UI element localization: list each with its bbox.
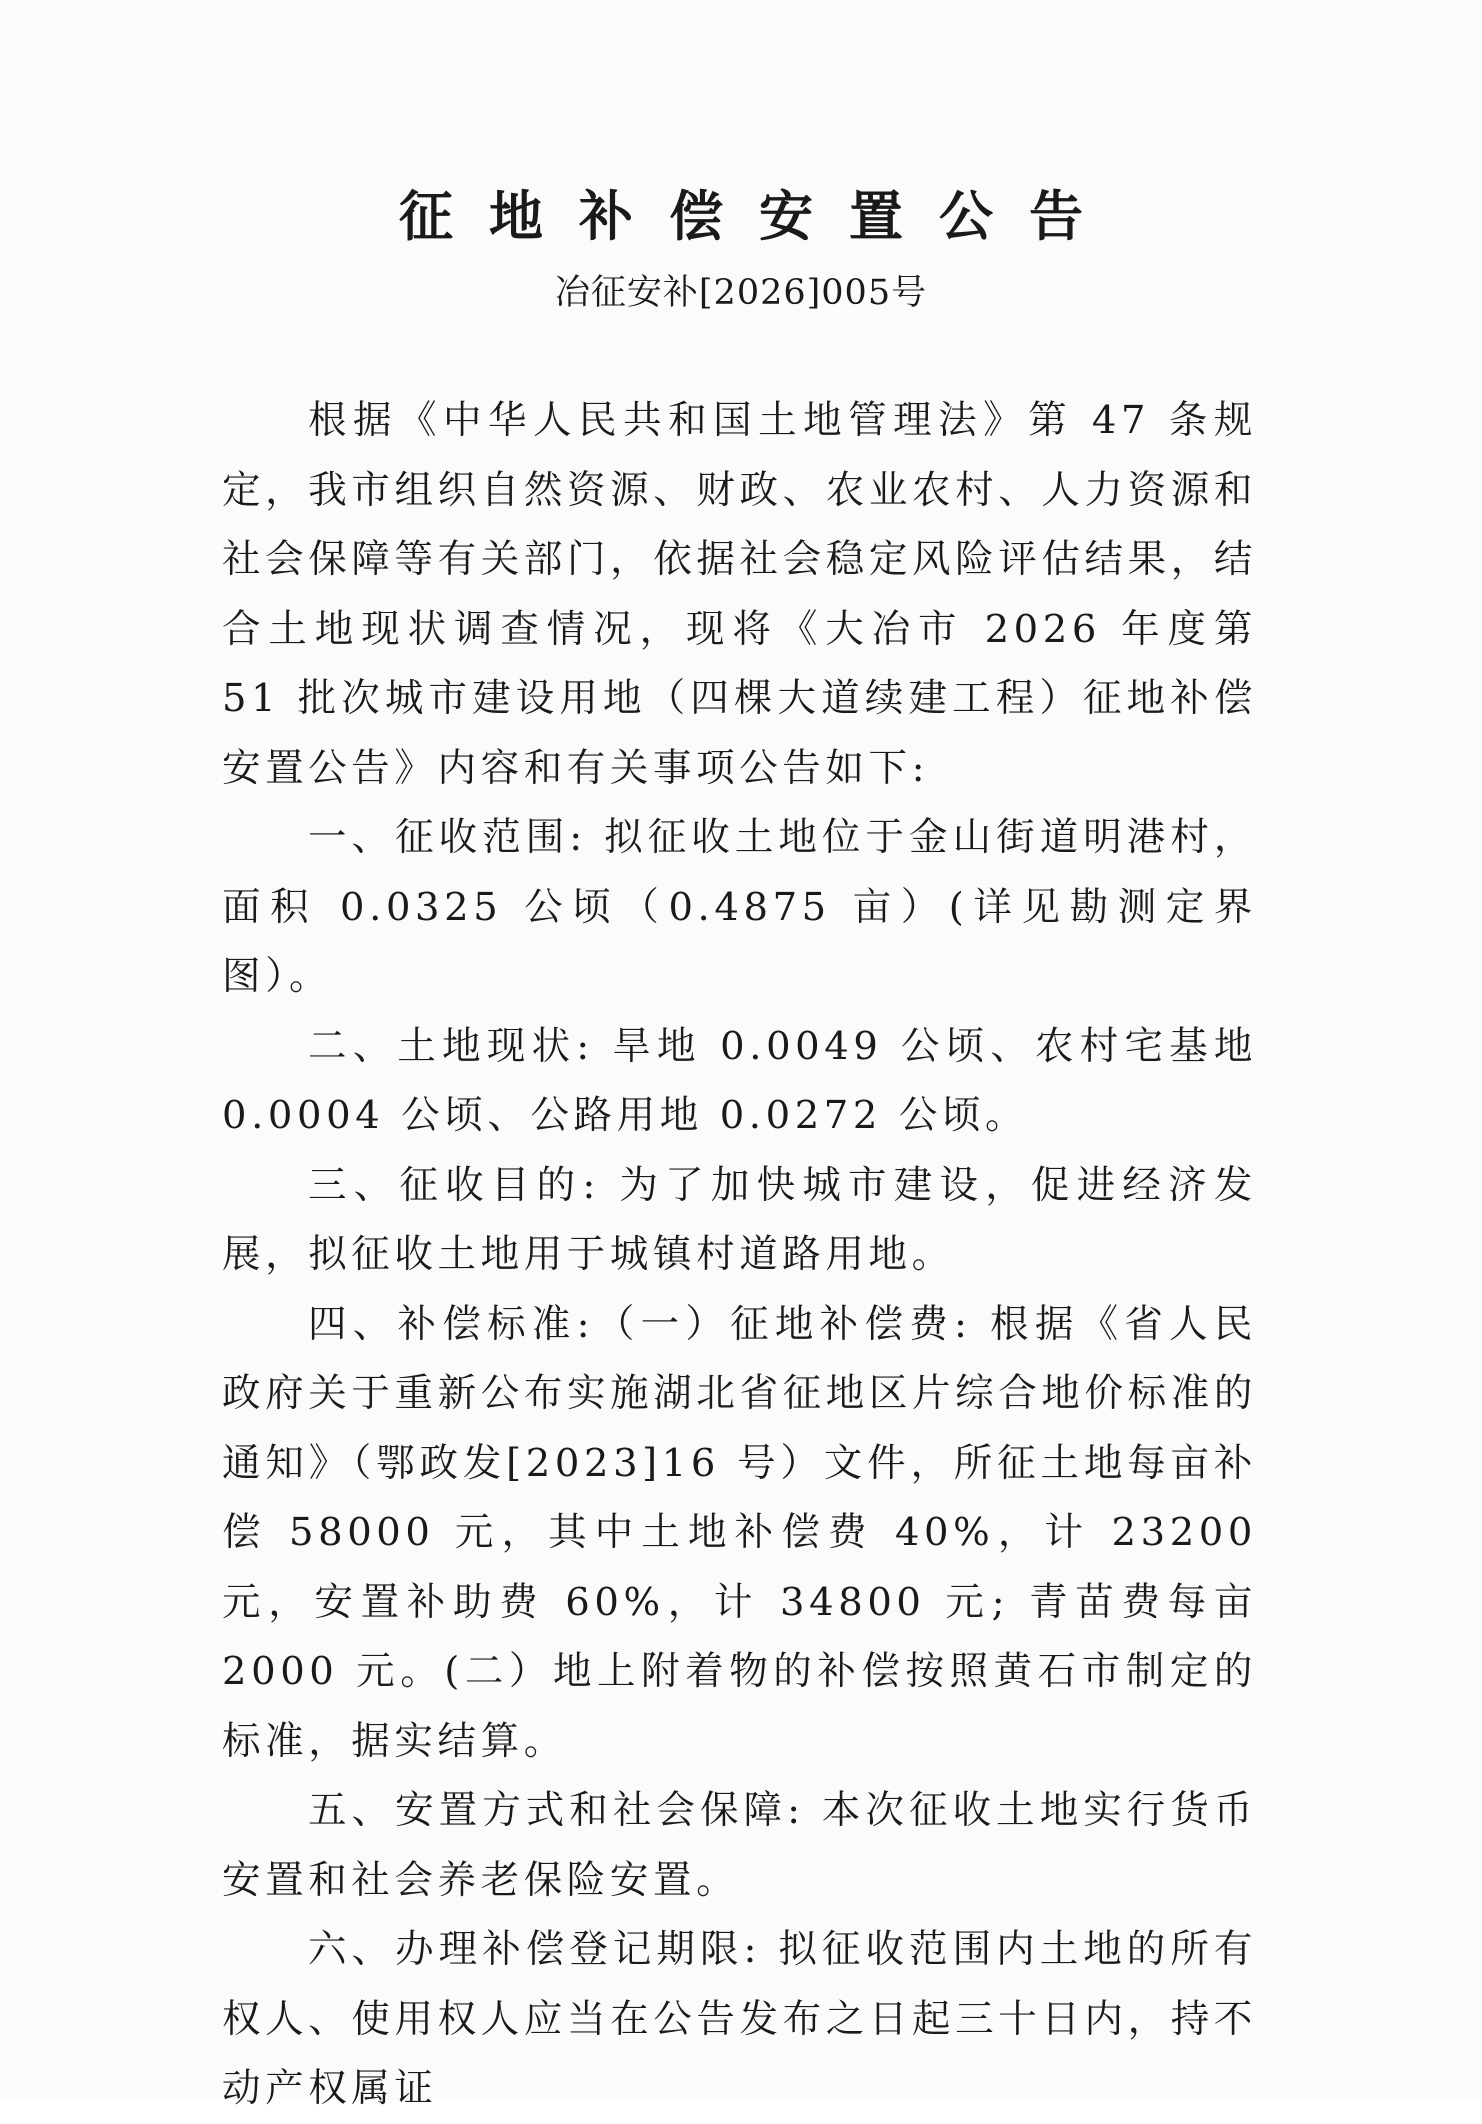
- paragraph-compensation-standard: 四、补偿标准:（一）征地补偿费: 根据《省人民政府关于重新公布实施湖北省征地区片综合地价标准的通知》（鄂政发[2023]16 号）文件，所征土地每亩补偿 58000 元，其中土地补偿费 40%，计 23200 元，安置补助费 60%，计 34800 元; 青苗费每亩 2000 元。(二）地上附着物的补偿按照黄石市制定的标准，据实结算。: [222, 1301, 1257, 1764]
- paragraph-purpose: 三、征收目的: 为了加快城市建设，促进经济发展，拟征收土地用于城镇村道路用地。: [222, 1162, 1257, 1277]
- document-title: 征地补偿安置公告: [399, 185, 1119, 248]
- document-number: 冶征安补[2026]005号: [554, 273, 928, 313]
- paragraph-resettlement: 五、安置方式和社会保障: 本次征收土地实行货币安置和社会养老保险安置。: [222, 1788, 1257, 1903]
- document-body: [222, 386, 1257, 2124]
- paragraph-intro: 根据《中华人民共和国土地管理法》第 47 条规定，我市组织自然资源、财政、农业农村、人力资源和社会保障等有关部门，依据社会稳定风险评估结果，结合土地现状调查情况，现将《大冶市 2026 年度第 51 批次城市建设用地（四棵大道续建工程）征地补偿安置公告》内容和有关事项公告如下:: [222, 398, 1257, 791]
- paragraph-scope: 一、征收范围: 拟征收土地位于金山街道明港村，面积 0.0325 公顷（0.4875 亩）(详见勘测定界图）。: [222, 815, 1257, 999]
- paragraph-land-status: 二、土地现状: 旱地 0.0049 公顷、农村宅基地 0.0004 公顷、公路用地 0.0272 公顷。: [222, 1023, 1257, 1138]
- paragraph-registration-deadline: 六、办理补偿登记期限: 拟征收范围内土地的所有权人、使用权人应当在公告发布之日起三十日内，持不动产权属证: [222, 1927, 1257, 2111]
